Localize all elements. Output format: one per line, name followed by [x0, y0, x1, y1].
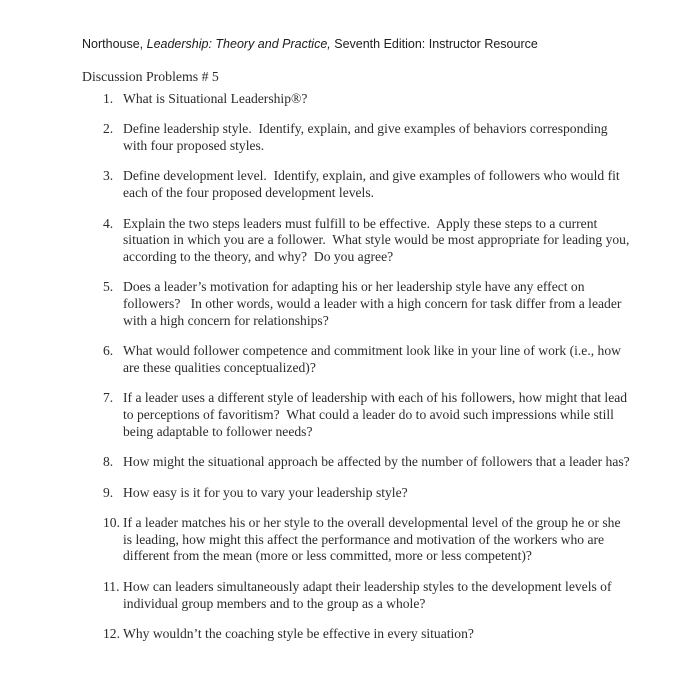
question-number: 9. — [103, 484, 114, 500]
document-header — [82, 37, 630, 52]
question-number: 2. — [103, 121, 114, 137]
question-text: Define leadership style. Identify, explain, and give examples of behaviors corresponding with four proposed styles. — [123, 121, 611, 153]
question-text: Why wouldn’t the coaching style be effective in every situation? — [123, 626, 474, 642]
question-number: 4. — [103, 215, 114, 231]
question-number: 5. — [103, 279, 114, 295]
question-item — [82, 626, 630, 643]
question-number: 3. — [103, 168, 114, 184]
question-text: If a leader uses a different style of leadership with each of his followers, how might that lead to perceptions of favoritism? What could a leader do to avoid such impressions while still being adaptable to follower needs? — [123, 390, 631, 439]
question-text: Does a leader’s motivation for adapting his or her leadership style have any effect on followers? In other words, would a leader with a high concern for task differ from a leader with a high concern for relationships? — [123, 279, 625, 328]
question-item — [82, 454, 630, 471]
question-text: What is Situational Leadership®? — [123, 90, 308, 106]
question-item — [82, 485, 630, 502]
header-suffix: Seventh Edition: Instructor Resource — [330, 37, 538, 51]
question-number: 7. — [103, 390, 114, 406]
question-item — [82, 343, 630, 376]
question-number: 12. — [103, 626, 120, 642]
question-number: 10. — [103, 515, 120, 531]
question-text: If a leader matches his or her style to the overall developmental level of the group he or she is leading, how might this affect the performance and motivation of the workers who are different from the mean (more or less committed, more or less competent)? — [123, 515, 624, 564]
question-text: How might the situational approach be affected by the number of followers that a leader has? — [123, 454, 630, 470]
question-text: Define development level. Identify, explain, and give examples of followers who would fit each of the four proposed development levels. — [123, 168, 624, 200]
question-item — [82, 215, 633, 266]
question-number: 8. — [103, 454, 114, 470]
question-list — [82, 90, 633, 643]
question-item — [82, 279, 630, 329]
question-text: How can leaders simultaneously adapt their leadership styles to the development levels of individual group members and to the group as a whole? — [123, 579, 615, 611]
header-prefix: Northouse, — [82, 37, 147, 51]
question-item — [82, 579, 630, 612]
section-heading: Discussion Problems # 5 — [82, 69, 219, 84]
question-text: What would follower competence and commitment look like in your line of work (i.e., how are these qualities conceptualized)? — [123, 343, 625, 375]
book-title: Leadership: Theory and Practice, — [146, 37, 331, 51]
question-item — [82, 121, 630, 154]
question-item — [82, 515, 630, 565]
question-text: Explain the two steps leaders must fulfill to be effective. Apply these steps to a current situation in which you are a follower. What style would be most appropriate for leading you, according to the theory, and why? Do you agree? — [123, 215, 633, 264]
question-item — [82, 91, 630, 108]
question-number: 1. — [103, 90, 114, 106]
question-text: How easy is it for you to vary your leadership style? — [123, 484, 408, 500]
question-number: 11. — [103, 579, 120, 595]
question-item — [82, 390, 630, 440]
question-item — [82, 168, 630, 201]
question-number: 6. — [103, 343, 114, 359]
